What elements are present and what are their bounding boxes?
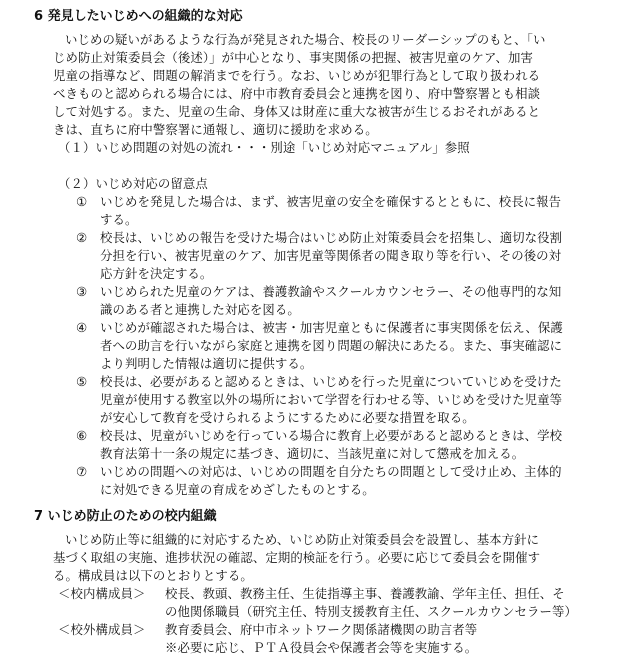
point-text-line: 識のある者と連携した対応を図る。 bbox=[100, 302, 300, 317]
internal-members-line: の他関係職員（研究主任、特別支援教育主任、スクールカウンセラー等） bbox=[165, 604, 577, 619]
point-text-line: 分担を行い、被害児童のケア、加害児童等関係者の聞き取り等を行い、その後の対 bbox=[100, 248, 562, 263]
point-text-line: する。 bbox=[100, 212, 138, 227]
external-members-line: 教育委員会、府中市ネットワーク関係諸機関の助言者等 bbox=[165, 622, 478, 637]
section-6-paragraph-line: して対処する。また、児童の生命、身体又は財産に重大な被害が生じるおそれがあると bbox=[53, 104, 541, 119]
point-number: ⑦ bbox=[76, 464, 88, 479]
section-6-paragraph-line: きは、直ちに府中警察署に通報し、適切に援助を求める。 bbox=[53, 122, 378, 137]
point-text-line: いじめられた児童のケアは、養護教諭やスクールカウンセラー、その他専門的な知 bbox=[100, 284, 562, 299]
point-text-line: 児童が使用する教室以外の場所において学習を行わせる等、いじめを受けた児童等 bbox=[100, 392, 563, 407]
section-7-paragraph-line: いじめ防止等に組織的に対応するため、いじめ防止対策委員会を設置し、基本方針に bbox=[65, 532, 540, 547]
point-number: ⑤ bbox=[76, 374, 88, 389]
external-members-line: ※必要に応じ、ＰＴＡ役員会や保護者会等を実施する。 bbox=[165, 640, 478, 655]
point-text-line: が安心して教育を受けられるようにするために必要な措置を取る。 bbox=[100, 410, 475, 425]
point-text-line: いじめが確認された場合は、被害・加害児童ともに保護者に事実関係を伝え、保護 bbox=[100, 320, 563, 335]
point-number: ① bbox=[76, 194, 88, 209]
point-text-line: に対処できる児童の育成をめざしたものとする。 bbox=[100, 482, 375, 497]
point-number: ② bbox=[76, 230, 88, 245]
section-7-heading: 7 いじめ防止のための校内組織 bbox=[34, 509, 217, 524]
section-6-paragraph-line: じめ防止対策委員会（後述）」が中心となり、事実関係の把握、被害児童のケア、加害 bbox=[53, 50, 533, 65]
section-6-heading: 6 発見したいじめへの組織的な対応 bbox=[34, 9, 243, 24]
point-text-line: いじめを発見した場合は、まず、被害児童の安全を確保するとともに、校長に報告 bbox=[100, 194, 562, 209]
point-text-line: 校長は、いじめの報告を受けた場合はいじめ防止対策委員会を招集し、適切な役割 bbox=[100, 230, 563, 245]
section-7-paragraph-line: 基づく取組の実施、進捗状況の確認、定期的検証を行う。必要に応じて委員会を開催す bbox=[53, 550, 541, 565]
point-text-line: いじめの問題への対応は、いじめの問題を自分たちの問題として受け止め、主体的 bbox=[100, 464, 562, 479]
point-number: ④ bbox=[76, 320, 88, 335]
point-text-line: 校長は、必要があると認めるときは、いじめを行った児童についていじめを受けた bbox=[100, 374, 562, 389]
section-6-paragraph-line: いじめの疑いがあるような行為が発見された場合、校長のリーダーシップのもと、「い bbox=[65, 32, 546, 47]
section-6-paragraph-line: 児童の指導など、問題の解消までを行う。なお、いじめが犯罪行為として取り扱われる bbox=[53, 68, 541, 83]
section-7-paragraph-line: る。構成員は以下のとおりとする。 bbox=[53, 568, 253, 583]
section-6-item-2-title: （２）いじめ対応の留意点 bbox=[58, 176, 208, 191]
point-text-line: より判明した情報は適切に提供する。 bbox=[100, 356, 313, 371]
section-6-paragraph-line: べきものと認められる場合には、府中市教育委員会と連携を図り、府中警察署とも相談 bbox=[53, 86, 541, 101]
point-text-line: 者への助言を行いながら家庭と連携を図り問題の解決にあたる。また、事実確認に bbox=[100, 338, 563, 353]
point-text-line: 応方針を決定する。 bbox=[100, 266, 213, 281]
external-members-label: ＜校外構成員＞ bbox=[58, 622, 146, 637]
point-number: ③ bbox=[76, 284, 88, 299]
point-text-line: 校長は、児童がいじめを行っている場合に教育上必要があると認めるときは、学校 bbox=[100, 428, 563, 443]
section-6-item-1: （１）いじめ問題の対処の流れ・・・別途「いじめ対応マニュアル」参照 bbox=[58, 140, 470, 155]
internal-members-line: 校長、教頭、教務主任、生徒指導主事、養護教諭、学年主任、担任、そ bbox=[165, 586, 565, 601]
point-number: ⑥ bbox=[76, 428, 88, 443]
point-text-line: 教育法第十一条の規定に基づき、適切に、当該児童に対して懲戒を加える。 bbox=[100, 446, 525, 461]
internal-members-label: ＜校内構成員＞ bbox=[58, 586, 146, 601]
